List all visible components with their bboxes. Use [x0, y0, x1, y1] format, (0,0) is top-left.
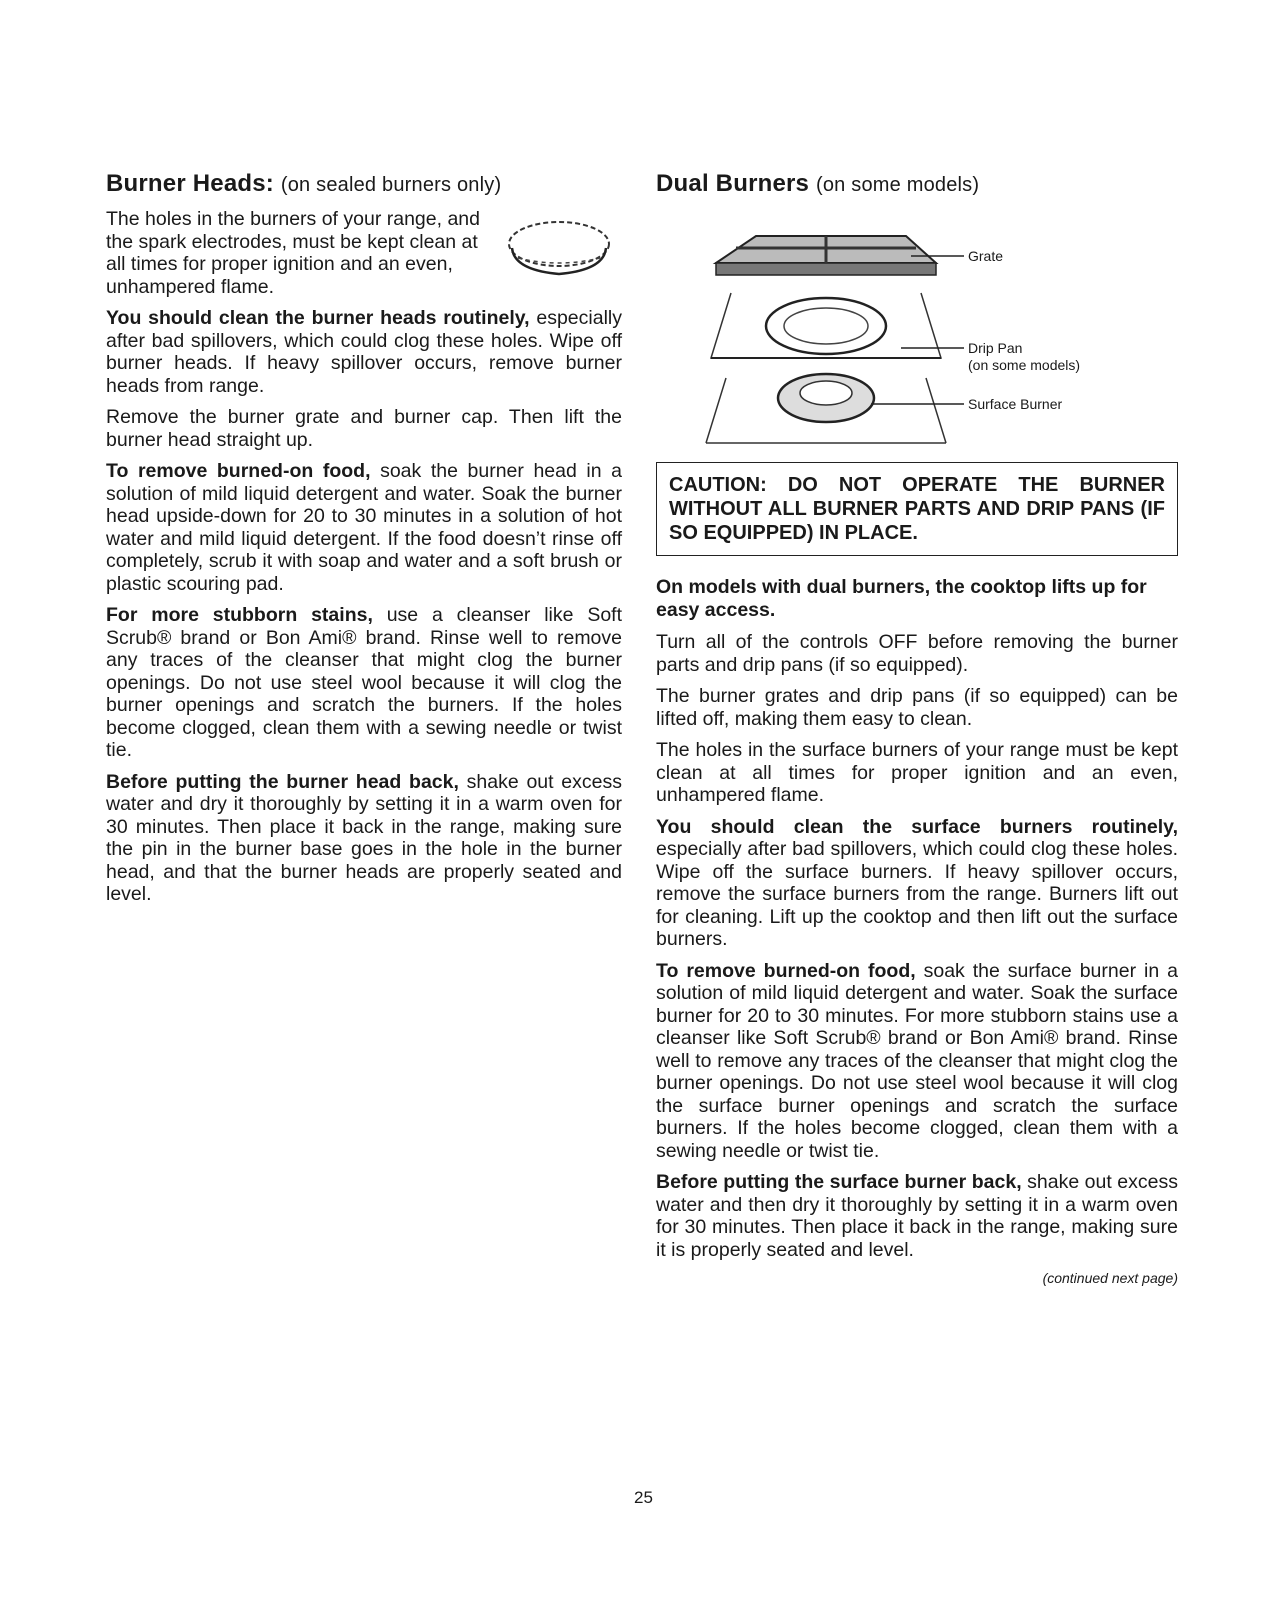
exploded-burner-illustration [696, 208, 966, 448]
burner-heads-note: (on sealed burners only) [280, 174, 502, 196]
clean-routinely-paragraph: You should clean the burner heads routinely, especially after bad spillovers, which could clog these holes. Wipe off burner heads. If heavy spillover occurs, remove burner heads from range. [106, 307, 622, 397]
drip-pan-label: Drip Pan (on some models) [968, 340, 1081, 373]
continued-note: (continued next page) [1042, 1270, 1178, 1286]
surface-burned-on-food-paragraph: To remove burned-on food, soak the surface burner in a solution of mild liquid detergent and water. Soak the surface burner for 20 to 30 minutes. For more stubborn stains use a cleanser like Soft Scrub® brand or Bon Ami® brand. Rinse well to remove any traces of the cleanser that might clog the burner openings. Do not use steel wool because it will clog the surface burner openings and scratch the surface burners. If the holes become clogged, clean them with a sewing needle or twist tie. [656, 959, 1179, 1162]
grates-lift-off-paragraph: The burner grates and drip pans (if so equipped) can be lifted off, making them easy to clean. [656, 685, 1178, 730]
holes-clean-paragraph: The holes in the surface burners of your range must be kept clean at all times for proper ignition and an even, unhampered flame. [656, 739, 1178, 806]
grate-illustration [716, 236, 936, 275]
burner-head-icon [504, 218, 614, 280]
burner-heads-heading: Burner Heads: (on sealed burners only) [106, 170, 502, 197]
caution-text: CAUTION: DO NOT OPERATE THE BURNER WITHOUT ALL BURNER PARTS AND DRIP PANS (IF SO EQUIPPED) IN PLACE. [669, 474, 1165, 544]
grate-label: Grate [968, 248, 1004, 264]
cooktop-lifts-heading: On models with dual burners, the cooktop lifts up for easy access. [656, 576, 1147, 621]
surface-burner-illustration [706, 374, 946, 443]
surface-putting-back-paragraph: Before putting the surface burner back, shake out excess water and then dry it thoroughly by setting it in a warm oven for 30 minutes. Then place it back in the range, making sure it is properly seated and level. [656, 1171, 1178, 1261]
dual-burner-diagram [656, 208, 1178, 448]
intro-text: The holes in the burners of your range, and the spark electrodes, must be kept clean at all times for proper ignition and an even, unhampered flame. [106, 208, 480, 298]
dual-burners-heading: Dual Burners (on some models) [656, 170, 980, 197]
drip-pan-note: (on some models) [968, 357, 1081, 373]
page-number: 25 [634, 1488, 653, 1507]
burner-heads-intro [106, 208, 622, 298]
right-column [656, 170, 1178, 1286]
surface-burner-label: Surface Burner [968, 396, 1063, 412]
left-column [106, 170, 622, 915]
burned-on-food-paragraph: To remove burned-on food, soak the burner head in a solution of mild liquid detergent and water. Soak the burner head upside-down for 20 to 30 minutes in a solution of hot water and mild liquid detergent. If the food doesn’t rinse off completely, scrub it with soap and water and a soft brush or plastic scouring pad. [106, 460, 623, 595]
dual-burners-note: (on some models) [815, 174, 980, 196]
putting-back-paragraph: Before putting the burner head back, shake out excess water and dry it thoroughly by setting it in a warm oven for 30 minutes. Then place it back in the range, making sure the pin in the burner base goes in the hole in the burner head, and that the burner heads are properly seated and level. [106, 770, 622, 905]
stubborn-stains-paragraph: For more stubborn stains, use a cleanser like Soft Scrub® brand or Bon Ami® brand. Rinse well to remove any traces of the cleanser that might clog the burner openings. Do not use steel wool because it will clog the burner openings and scratch the burners. If the holes become clogged, clean them with a sewing needle or twist tie. [106, 604, 623, 761]
surface-clean-routinely-paragraph: You should clean the surface burners routinely, especially after bad spillovers, which could clog these holes. Wipe off the surface burners. If heavy spillover occurs, remove the surface burners from the range. Burners lift out for cleaning. Lift up the cooktop and then lift out the surface burners. [656, 815, 1178, 950]
remove-grate-paragraph: Remove the burner grate and burner cap. Then lift the burner head straight up. [106, 406, 622, 451]
controls-off-paragraph: Turn all of the controls OFF before removing the burner parts and drip pans (if so equipped). [656, 631, 1178, 676]
caution-box [656, 462, 1178, 556]
